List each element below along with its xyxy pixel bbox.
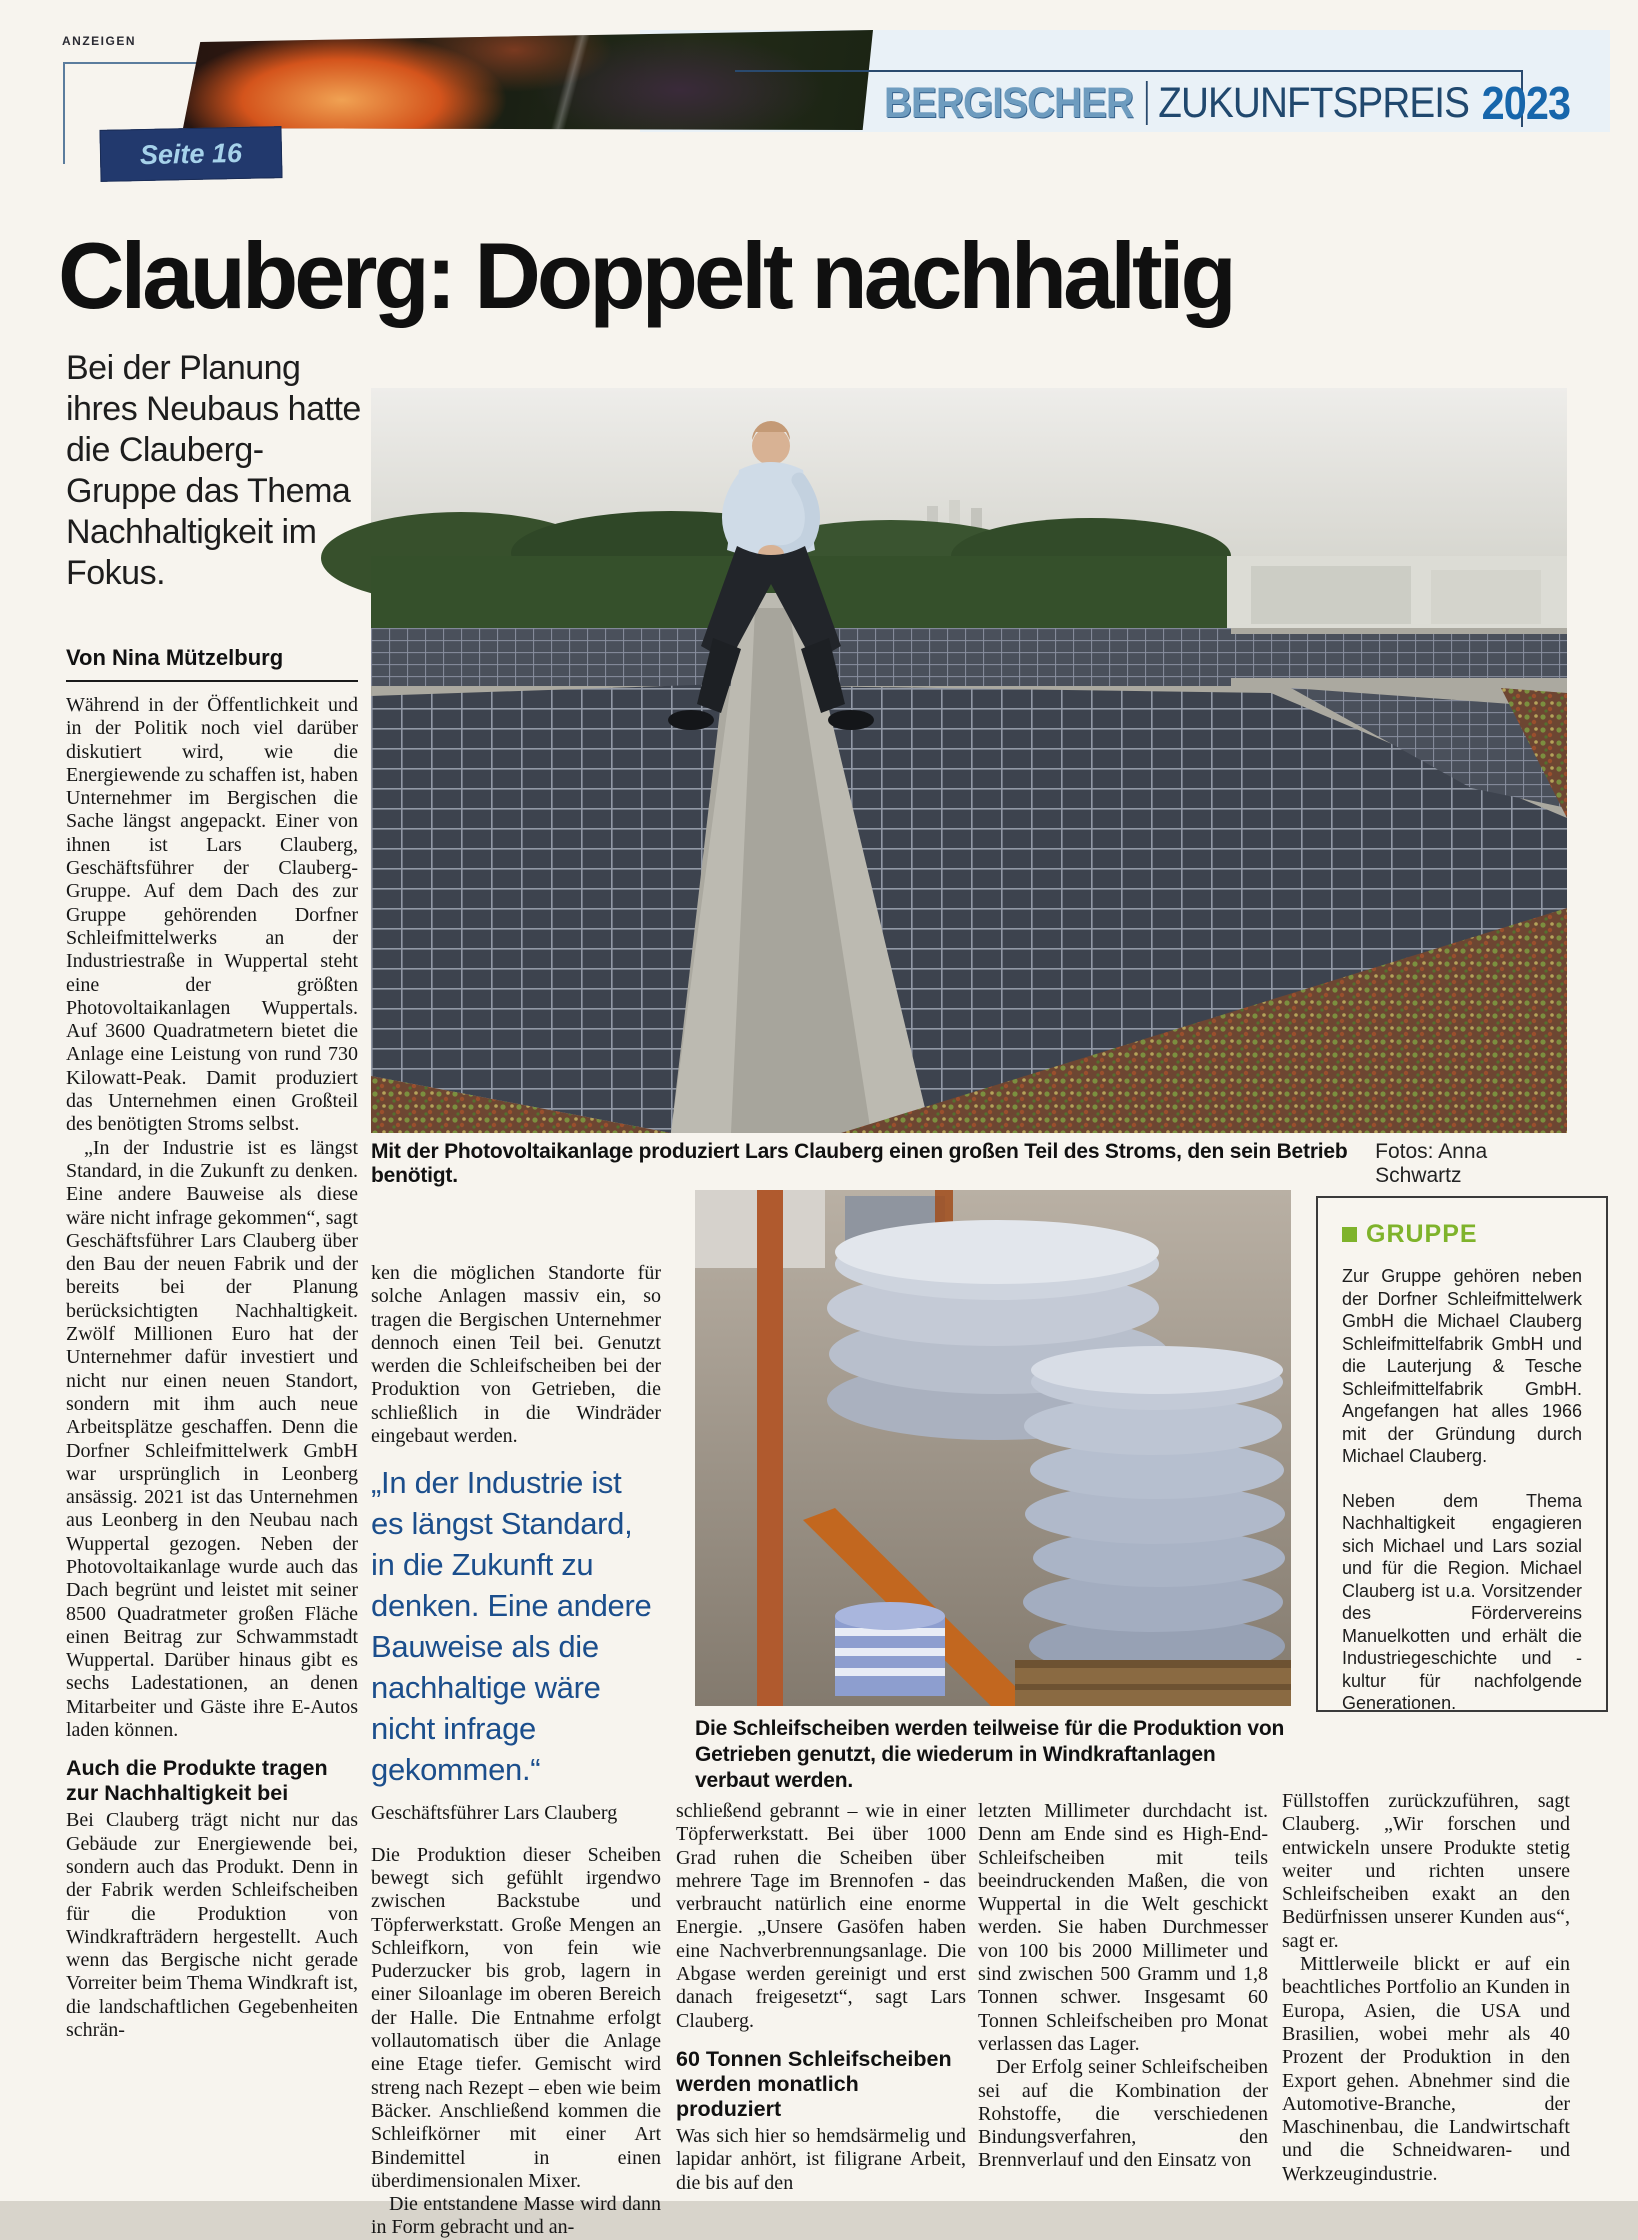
- paragraph: Füllstoffen zurückzuführen, sagt Clauberg. „Wir forschen und entwickeln unsere Produkte stetig weiter und richten unsere Schleifscheiben exakt an den Bedürfnissen unserer Kunden aus“, sagt er.: [1282, 1790, 1570, 1952]
- rooftop-solar-illustration: [371, 388, 1567, 1133]
- gruppe-title-row: [1342, 1220, 1582, 1249]
- article-column-2: [371, 1262, 661, 2239]
- gruppe-paragraph: Zur Gruppe gehören neben der Dorfner Schleifmittelwerk GmbH die Michael Clauberg Schleifmittelfabrik GmbH und die Lauterjung & Tesche Schleifmittelfabrik GmbH. Angefangen hat alles 1966 mit der Gründung durch Michael Clauberg.: [1342, 1266, 1582, 1466]
- paragraph: letzten Millimeter durchdacht ist. Denn am Ende sind es High-End-Schleifscheiben mit teils beeindruckenden Maßen, die von Wuppertal in die Welt geschickt werden. Sie haben Durchmesser von 100 bis 2000 Millimeter und sind zwischen 500 Gramm und 1,8 Tonnen schwer. Insgesamt 60 Tonnen Schleifscheiben pro Monat verlassen das Lager.: [978, 1800, 1268, 2055]
- paragraph: ken die möglichen Standorte für solche Anlagen massiv ein, so tragen die Bergischen Unternehmer dennoch einen Teil bei. Genutzt werden die Schleifscheiben bei der Produktion von Getrieben, die schließlich in die Windräder eingebaut werden.: [371, 1262, 661, 1448]
- paragraph: Die Produktion dieser Scheiben bewegt sich gefühlt irgendwo zwischen Backstube und Töpferwerkstatt. Große Mengen an Schleifkorn, von fein wie Puderzucker bis grob, lagern in einer Siloanlage im oberen Bereich der Halle. Die Entnahme erfolgt vollautomatisch über die Anlage eine Etage tiefer. Gemischt wird streng nach Rezept – eben wie beim Bäcker. Anschließend kommen die Schleifkörner mit einer Art Bindemittel in einen überdimensionalen Mixer.: [371, 1843, 661, 2192]
- gruppe-info-box: [1316, 1196, 1608, 1712]
- subhead-60-tonnen: 60 Tonnen Schleifscheiben werden monatlich produziert: [676, 2046, 952, 2121]
- header-collage-photo: [183, 30, 873, 130]
- main-photo-caption-row: [371, 1140, 1567, 1188]
- masthead: [884, 76, 1570, 130]
- article-column-4: [978, 1800, 1268, 2199]
- header-rule-left: [63, 62, 65, 164]
- paragraph: Was sich hier so hemdsärmelig und lapidar anhört, ist filigrane Arbeit, die bis auf den: [676, 2124, 966, 2194]
- article-headline: Clauberg: Doppelt nachhaltig: [58, 223, 1233, 328]
- gruppe-paragraph: Neben dem Thema Nachhaltigkeit engagieren sich Michael und Lars sozial und für die Region. Michael Clauberg ist u.a. Vorsitzender des Fördervereins Manuelkotten und erhält die Industriegeschichte und -kultur für nachfolgende Generationen.: [1342, 1490, 1582, 1713]
- article-column-1: [66, 694, 358, 2199]
- masthead-bracket-line: [735, 70, 1523, 72]
- main-photo-rooftop-solar: [371, 388, 1567, 1133]
- article-column-3: [676, 1800, 966, 2199]
- photo-credit: Fotos: Anna Schwartz: [1375, 1140, 1488, 1187]
- grinding-discs-illustration: [695, 1190, 1291, 1706]
- anzeigen-label: ANZEIGEN: [62, 34, 137, 48]
- paragraph: schließend gebrannt – wie in einer Töpferwerkstatt. Bei über 1000 Grad ruhen die Scheiben über mehrere Tage im Brennofen - das verbraucht natürlich eine enorme Energie. „Unsere Gasöfen haben eine Nachverbrennungsanlage. Die Abgase werden gereinigt und erst danach freigesetzt“, sagt Lars Clauberg.: [676, 1800, 966, 2032]
- paragraph: Während in der Öffentlichkeit und in der Politik noch viel darüber diskutiert wird, wie die Energiewende zu schaffen ist, haben Unternehmer im Bergischen die Sache längst angepackt. Einer von ihnen ist Lars Clauberg, Geschäftsführer der Clauberg-Gruppe. Auf dem Dach des zur Gruppe gehörenden Dorfner Schleifmittelwerks an der Industriestraße in Wuppertal steht eine der größten Photovoltaikanlagen Wuppertals. Auf 3600 Quadratmetern bietet die Anlage eine Leistung von rund 730 Kilowatt-Peak. Damit produziert das Unternehmen einen Großteil des benötigten Stroms selbst.: [66, 694, 358, 1136]
- pull-quote: „In der Industrie ist es längst Standard, in die Zukunft zu denken. Eine andere Bauweise als die nachhaltige wäre nicht infrage gekommen.“: [371, 1465, 652, 1788]
- grinding-discs-photo: [695, 1190, 1291, 1706]
- masthead-bergischer: BERGISCHER: [884, 78, 1134, 127]
- gruppe-title: GRUPPE: [1366, 1220, 1478, 1248]
- page-number-label: Seite 16: [139, 137, 243, 170]
- paragraph: „In der Industrie ist es längst Standard, in die Zukunft zu denken. Eine andere Bauweise als diese wäre nicht infrage gekommen“, sagt Geschäftsführer Lars Clauberg über den Bau der neuen Fabrik und der bereits bei der Planung berücksichtigten Nachhaltigkeit. Zwölf Millionen Euro hat der Unternehmer dafür investiert und nicht nur einen neuen Standort, sondern mit ihm auch neue Arbeitsplätze geschaffen. Denn die Dorfner Schleifmittelwerk GmbH war ursprünglich in Leonberg ansässig. 2021 ist das Unternehmen aus Leonberg in den Neubau nach Wuppertal gezogen. Neben der Photovoltaikanlage wurde auch das Dach begrünt und leistet mit seiner 8500 Quadratmeter großen Fläche einen Beitrag zur Schwammstadt Wuppertal. Darüber hinaus gibt es sechs Ladestationen, an denen Mitarbeiter und Gäste ihre E-Autos laden können.: [66, 1136, 358, 1742]
- masthead-divider: [1146, 81, 1148, 125]
- pull-quote-attribution: Geschäftsführer Lars Clauberg: [371, 1802, 618, 1825]
- page-number-badge: [99, 126, 282, 182]
- gruppe-body: [1342, 1265, 1582, 1715]
- article-column-5: [1282, 1790, 1570, 2199]
- article-lede: Bei der Planung ihres Neubaus hatte die Clauberg-Gruppe das Thema Nachhaltigkeit im Fokus.: [66, 349, 361, 592]
- discs-photo-caption: Die Schleifscheiben werden teilweise für die Produktion von Getrieben genutzt, die wiederum in Windkraftanlagen verbaut werden.: [695, 1717, 1285, 1792]
- article-byline: Von Nina Mützelburg: [66, 645, 358, 682]
- paragraph: Bei Clauberg trägt nicht nur das Gebäude zur Energiewende bei, sondern auch das Produkt. Denn in der Fabrik werden Schleifscheiben für die Produktion von Windkrafträdern hergestellt. Auch wenn das Bergische nicht gerade Vorreiter beim Thema Windkraft ist, die landschaftlichen Gegebenheiten schrän-: [66, 1809, 358, 2042]
- subhead-produkte: Auch die Produkte tragen zur Nachhaltigkeit bei: [66, 1756, 328, 1806]
- gruppe-bullet-square-icon: [1342, 1227, 1357, 1242]
- paragraph: Die entstandene Masse wird dann in Form gebracht und an-: [371, 2193, 661, 2239]
- masthead-zukunftspreis: ZUKUNFTSPREIS: [1158, 78, 1470, 127]
- masthead-year: 2023: [1481, 77, 1571, 129]
- paragraph: Der Erfolg seiner Schleifscheiben sei auf die Kombination der Rohstoffe, die verschiedenen Bindungsverfahren, den Brennverlauf und den Einsatz von: [978, 2056, 1268, 2172]
- paragraph: Mittlerweile blickt er auf ein beachtliches Portfolio an Kunden in Europa, Asien, die USA und Brasilien, wobei mehr als 40 Prozent der Produktion in den Export gehen. Abnehmer sind die Automotive-Branche, der Maschinenbau, die Landwirtschaft und die Schneidwaren- und Werkzeugindustrie.: [1282, 1953, 1570, 2185]
- main-photo-caption: Mit der Photovoltaikanlage produziert Lars Clauberg einen großen Teil des Stroms, den sein Betrieb benötigt.: [371, 1140, 1348, 1187]
